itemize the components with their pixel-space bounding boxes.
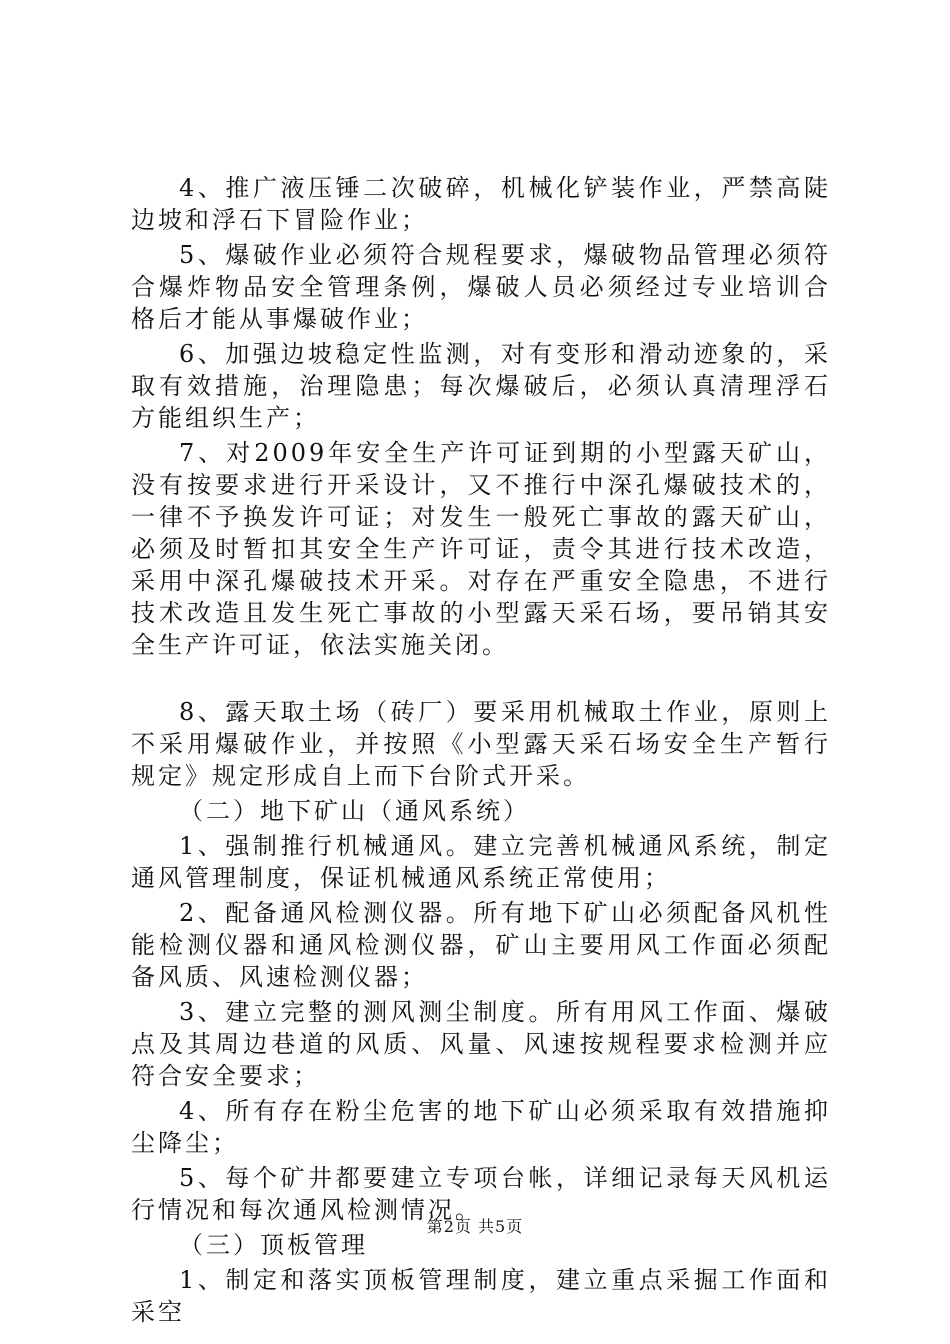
- paragraph-item-5: 5、爆破作业必须符合规程要求，爆破物品管理必须符合爆炸物品安全管理条例，爆破人员必须经过专业培训合格后才能从事爆破作业；: [131, 241, 831, 333]
- paragraph-ventilation-1: 1、强制推行机械通风。建立完善机械通风系统，制定通风管理制度，保证机械通风系统正常使用；: [131, 832, 831, 892]
- section-heading-underground-mine: （二）地下矿山（通风系统）: [179, 797, 530, 825]
- paragraph-item-7: 7、对2009年安全生产许可证到期的小型露天矿山，没有按要求进行开采设计，又不推行中深孔爆破技术的，一律不予换发许可证；对发生一般死亡事故的露天矿山，必须及时暂扣其安全生产许可证，责令其进行技术改造，采用中深孔爆破技术开采。对存在严重安全隐患，不进行技术改造且发生死亡事故的小型露天采石场，要吊销其安全生产许可证，依法实施关闭。: [131, 439, 831, 659]
- paragraph-ventilation-4: 4、所有存在粉尘危害的地下矿山必须采取有效措施抑尘降尘；: [131, 1097, 831, 1157]
- document-body: [131, 172, 831, 1331]
- paragraph-ventilation-2: 2、配备通风检测仪器。所有地下矿山必须配备风机性能检测仪器和通风检测仪器，矿山主要用风工作面必须配备风质、风速检测仪器；: [131, 899, 831, 991]
- paragraph-ventilation-5: 5、每个矿井都要建立专项台帐，详细记录每天风机运行情况和每次通风检测情况。: [131, 1164, 831, 1224]
- paragraph-spacer: [131, 664, 831, 696]
- section-heading-roof-management: （三）顶板管理: [179, 1231, 368, 1259]
- paragraph-item-6: 6、加强边坡稳定性监测，对有变形和滑动迹象的，采取有效措施，治理隐患；每次爆破后，必须认真清理浮石方能组织生产；: [131, 340, 831, 432]
- page-number-footer: 第2页 共5页: [426, 1217, 524, 1236]
- paragraph-roof-1: 1、制定和落实顶板管理制度，建立重点采掘工作面和采空: [131, 1266, 831, 1326]
- paragraph-item-4: 4、推广液压锤二次破碎，机械化铲装作业，严禁高陡边坡和浮石下冒险作业；: [131, 174, 831, 234]
- paragraph-ventilation-3: 3、建立完整的测风测尘制度。所有用风工作面、爆破点及其周边巷道的风质、风量、风速按规程要求检测并应符合安全要求；: [131, 998, 831, 1090]
- paragraph-item-8: 8、露天取土场（砖厂）要采用机械取土作业，原则上不采用爆破作业，并按照《小型露天采石场安全生产暂行规定》规定形成自上而下台阶式开采。: [131, 698, 831, 790]
